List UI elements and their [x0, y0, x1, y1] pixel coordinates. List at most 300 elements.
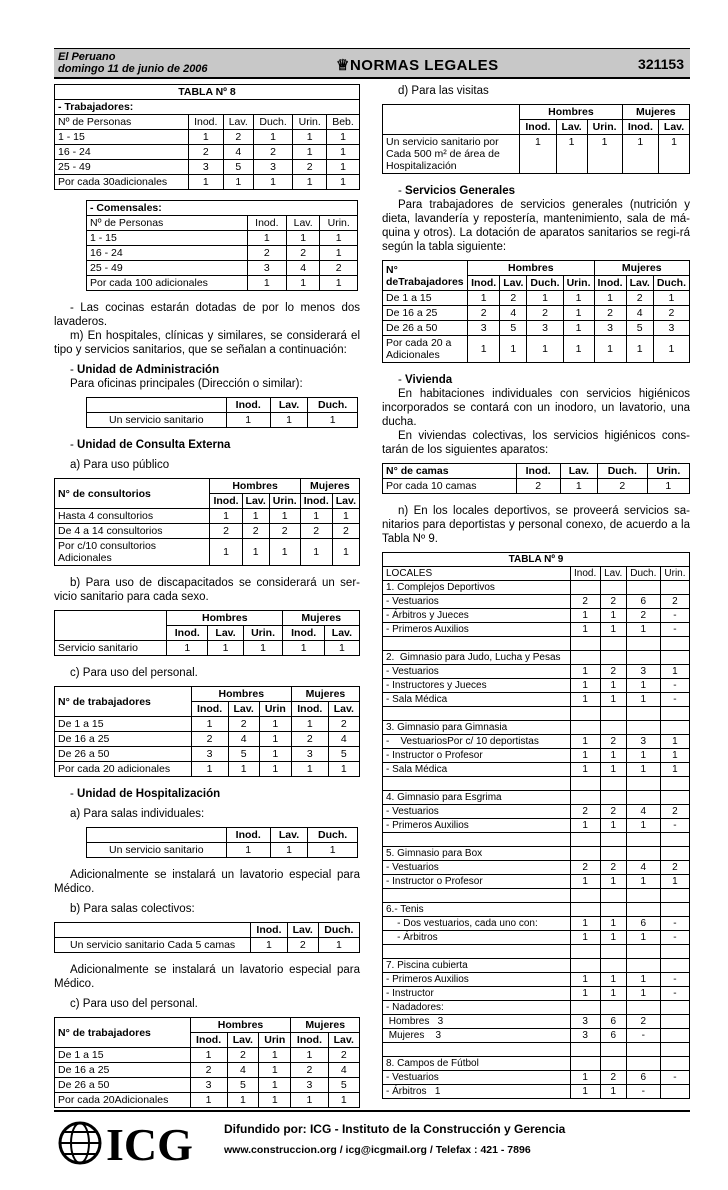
table-row: [55, 160, 360, 175]
table-cell: - VestuariosPor c/ 10 deportistas: [383, 735, 571, 749]
table-row: [383, 917, 690, 931]
table-cell: 1: [600, 917, 626, 931]
visitas-label-line: Hospitalización: [386, 160, 457, 172]
table-row: [55, 687, 360, 702]
table-cell: De 4 a 14 consultorios: [55, 524, 210, 539]
table-cell: 3: [247, 261, 286, 276]
table-cell: 3. Gimnasio para Gimnasia: [383, 721, 571, 735]
table-cell: 4: [626, 861, 660, 875]
table-cell: 1: [327, 130, 360, 145]
table-cell: Hombres: [167, 611, 283, 626]
table-cell: 2: [527, 306, 563, 321]
table-cell: Mujeres: [300, 479, 359, 494]
table-cell: 1: [560, 479, 597, 494]
table-cell: [600, 889, 626, 903]
table-cell: Lav.: [286, 216, 320, 231]
table-cell: 1: [626, 973, 660, 987]
table-cell: - Vestuarios: [383, 665, 571, 679]
section-title: [336, 56, 499, 74]
table-cell: Duch.: [597, 464, 647, 479]
table-row: [383, 261, 690, 276]
table-cell: Inod.: [570, 567, 600, 581]
table-cell: 1: [570, 749, 600, 763]
table-cell: [600, 847, 626, 861]
table-cell: 1: [291, 762, 328, 777]
table-cell: Inod.: [210, 494, 242, 509]
table-row: [87, 261, 358, 276]
table-cell: [660, 903, 689, 917]
visitas-label-line: Un servicio sanitario por: [386, 136, 499, 148]
table-cell: 7. Piscina cubierta: [383, 959, 571, 973]
text-locales-deportivos: n) En los locales deportivos, se proveerá servicios sa-nitarios para deportistas y personal conexo, de acuerdo a la Tabla Nº 9.: [382, 505, 690, 545]
paragraph-hospitales: m) En hospitales, clínicas y similares, se considerará el tipo y servicios sanitarios, que se señalan a continuación:: [54, 330, 360, 356]
table-cell: Lav.: [223, 115, 253, 130]
table-cell: 2: [600, 805, 626, 819]
table-cell: [600, 791, 626, 805]
table-cell: 1: [570, 1085, 600, 1099]
table-row: [87, 276, 358, 291]
table-cell: - Árbitros y Jueces: [383, 609, 571, 623]
table-cell: Lav.: [328, 702, 359, 717]
table-cell: 1: [660, 763, 689, 777]
table-cell: Inod.: [251, 923, 288, 938]
table-cell: Lav.: [227, 1033, 258, 1048]
table-cell: 1: [247, 276, 286, 291]
table-cell: - Vestuarios: [383, 861, 571, 875]
table-row: [383, 105, 690, 120]
table-cell: 1: [563, 336, 594, 363]
table-cell: 1: [223, 175, 253, 190]
table-cell: 1: [570, 917, 600, 931]
table-row: [383, 763, 690, 777]
table-cell: [626, 777, 660, 791]
text-visitas: d) Para las visitas: [398, 85, 489, 97]
table-cell: [570, 707, 600, 721]
table-cell: 2: [600, 735, 626, 749]
table-cell: 1: [324, 641, 359, 656]
table-cell: [660, 1029, 689, 1043]
table-cell: 2: [594, 306, 626, 321]
table-cell: 1: [210, 539, 242, 566]
table-cell: 2: [328, 717, 359, 732]
table-cell: 1: [556, 135, 587, 174]
table-cell: [570, 833, 600, 847]
table-cell: 1: [190, 1093, 227, 1108]
table-cell: [626, 1001, 660, 1015]
table-cell: De 26 a 50: [55, 747, 192, 762]
table-cell: Inod.: [226, 398, 270, 413]
table-cell: [570, 777, 600, 791]
table-cell: [570, 945, 600, 959]
table-cell: [600, 903, 626, 917]
table-cell: 16 - 24: [55, 145, 189, 160]
hospitalizacion-title: Unidad de Hospitalización: [77, 788, 221, 800]
table-cell: 1: [570, 819, 600, 833]
administracion-table: [86, 397, 358, 428]
table-cell: 2: [600, 1071, 626, 1085]
table-cell: [600, 581, 626, 595]
table-cell: 2: [287, 938, 318, 953]
table-cell: -: [660, 1071, 689, 1085]
table-cell: 1: [243, 641, 283, 656]
table-cell: [383, 889, 571, 903]
table-cell: 1: [570, 875, 600, 889]
table-cell: 3: [253, 160, 293, 175]
table-cell: Inod.: [191, 702, 228, 717]
table-cell: 1: [291, 1048, 328, 1063]
table-cell: Urin: [259, 1033, 291, 1048]
text-vivienda-1: En habitaciones individuales con servicios higiénicos incorporados se contará con un inodoro, un lavatorio, una ducha.: [382, 388, 690, 428]
table-cell: [660, 777, 689, 791]
table-cell: Urin.: [587, 120, 622, 135]
table-cell: Inod.: [622, 120, 658, 135]
table-cell: 1 - 15: [87, 231, 248, 246]
table-cell: Inod.: [188, 115, 223, 130]
table-cell: Inod.: [468, 276, 500, 291]
table-cell: 1: [283, 641, 324, 656]
table-cell: - Instructor: [383, 987, 571, 1001]
table-cell: [570, 637, 600, 651]
table-cell: De 26 a 50: [55, 1078, 191, 1093]
table-cell: -: [660, 609, 689, 623]
table-row: [383, 973, 690, 987]
table-cell: 1: [188, 130, 223, 145]
table-cell: 1: [227, 1093, 258, 1108]
table-row: [55, 479, 360, 494]
table-row: [383, 903, 690, 917]
table-cell: [600, 945, 626, 959]
table-cell: Urin.: [660, 567, 689, 581]
table-cell: 25 - 49: [87, 261, 248, 276]
table-row: [383, 987, 690, 1001]
table-cell: 1: [587, 135, 622, 174]
table-cell: [600, 721, 626, 735]
table-cell: Lav.: [287, 923, 318, 938]
table-cell: 2: [570, 595, 600, 609]
table-cell: 2: [600, 665, 626, 679]
heading-vivienda: - Vivienda: [398, 374, 453, 386]
table-cell: 1: [660, 749, 689, 763]
table-cell: [570, 721, 600, 735]
heading-servicios-generales: - Servicios Generales: [398, 185, 515, 197]
table-cell: 1: [570, 973, 600, 987]
table-cell: [626, 581, 660, 595]
table-cell: 2. Gimnasio para Judo, Lucha y Pesas: [383, 651, 571, 665]
table-cell: 2: [210, 524, 242, 539]
table-cell: Duch.: [527, 276, 563, 291]
table-cell: 1: [210, 509, 242, 524]
table-cell: 1: [328, 762, 359, 777]
table-cell: 1: [259, 1048, 291, 1063]
table-row: [55, 539, 360, 566]
text-uso-personal-2: c) Para uso del personal.: [70, 998, 198, 1010]
table-cell: Duch.: [653, 276, 689, 291]
table-cell: Servicio sanitario: [55, 641, 167, 656]
table-row: [383, 595, 690, 609]
table-cell: 2: [626, 291, 653, 306]
personal-2-table: [54, 1017, 360, 1108]
table-cell: De 16 a 25: [383, 306, 468, 321]
table-cell: 1: [191, 762, 228, 777]
table-row: [55, 1093, 360, 1108]
table-row: [383, 464, 690, 479]
table-cell: 6: [600, 1029, 626, 1043]
table-row: [55, 717, 360, 732]
table-row: [55, 175, 360, 190]
table-cell: Hombres: [191, 687, 291, 702]
table-cell: 3: [570, 1029, 600, 1043]
table-cell: [626, 945, 660, 959]
table-cell: - Instructor o Profesor: [383, 749, 571, 763]
table-cell: 2: [247, 246, 286, 261]
table-row: [55, 115, 360, 130]
table-cell: 1: [253, 130, 293, 145]
table-row: [87, 246, 358, 261]
table-cell: 3: [191, 747, 228, 762]
table-cell: 1: [600, 679, 626, 693]
table-cell: Inod.: [300, 494, 332, 509]
table-cell: 1: [332, 539, 359, 566]
table-cell: [570, 1001, 600, 1015]
table-cell: 1: [320, 231, 358, 246]
table-cell: 1: [242, 509, 269, 524]
table-cell: [383, 945, 571, 959]
table-cell: Lav.: [328, 1033, 360, 1048]
table-cell: 5. Gimnasio para Box: [383, 847, 571, 861]
table-cell: 4: [223, 145, 253, 160]
table-cell: 1: [570, 987, 600, 1001]
table-cell: 1: [626, 623, 660, 637]
table-cell: [626, 889, 660, 903]
table-cell: Lav.: [500, 276, 527, 291]
table-cell: -: [626, 1029, 660, 1043]
table-cell: 1: [570, 735, 600, 749]
table-cell: Inod.: [190, 1033, 227, 1048]
table-cell: - Instructores y Jueces: [383, 679, 571, 693]
table-row: [383, 889, 690, 903]
table-cell: [660, 889, 689, 903]
table-cell: [660, 959, 689, 973]
table-cell: Lav.: [600, 567, 626, 581]
table-cell: 1: [660, 735, 689, 749]
table-cell: N° de consultorios: [55, 479, 210, 509]
table-cell: [660, 1043, 689, 1057]
table-cell: -: [626, 1085, 660, 1099]
table-cell: [626, 1057, 660, 1071]
table-cell: 1: [320, 246, 358, 261]
table-cell: Urin.: [320, 216, 358, 231]
table-cell: Nº de Personas: [87, 216, 248, 231]
table-cell: 3: [190, 1078, 227, 1093]
section-label: NORMAS LEGALES: [349, 57, 499, 74]
table-cell: 3: [570, 1015, 600, 1029]
table-row: [55, 130, 360, 145]
consulta-externa-title: Unidad de Consulta Externa: [77, 439, 231, 451]
visitas-label: [383, 135, 520, 174]
consultorios-table: [54, 478, 360, 566]
table-cell: 2: [227, 1048, 258, 1063]
table-cell: 1: [600, 623, 626, 637]
table-row: [383, 679, 690, 693]
page-header: [54, 48, 690, 79]
table-row: [383, 1029, 690, 1043]
discapacitados-table: [54, 610, 360, 656]
table-cell: [626, 721, 660, 735]
table-row: [383, 581, 690, 595]
table-row: [383, 707, 690, 721]
table-cell: - Primeros Auxilios: [383, 819, 571, 833]
table-cell: 1: [308, 843, 358, 858]
table-cell: 1: [570, 665, 600, 679]
table-cell: [626, 637, 660, 651]
table-cell: [660, 945, 689, 959]
table-cell: 1. Complejos Deportivos: [383, 581, 571, 595]
table-8-title: TABLA Nº 8: [55, 85, 360, 100]
table-cell: Lav.: [270, 398, 307, 413]
table-cell: 1: [660, 665, 689, 679]
table-cell: Por cada 20Adicionales: [55, 1093, 191, 1108]
table-cell: [383, 707, 571, 721]
table-cell: 4: [227, 1063, 258, 1078]
table-cell: Hombres 3: [383, 1015, 571, 1029]
table-cell: - Primeros Auxilios: [383, 973, 571, 987]
table-cell: 2: [660, 861, 689, 875]
table-cell: 1: [570, 1071, 600, 1085]
table-cell: 3: [291, 1078, 328, 1093]
table-cell: 5: [228, 747, 259, 762]
table-cell: - Árbitros 1: [383, 1085, 571, 1099]
table-cell: [87, 828, 227, 843]
table-cell: 2: [332, 524, 359, 539]
table-cell: Por c/10 consultorios Adicionales: [55, 539, 210, 566]
table-cell: 2: [291, 732, 328, 747]
table-cell: 1: [291, 1093, 328, 1108]
table-cell: 1: [293, 130, 327, 145]
table-cell: 1: [318, 938, 359, 953]
table-cell: Un servicio sanitario: [87, 413, 227, 428]
table-cell: [383, 105, 520, 135]
table-cell: [660, 1001, 689, 1015]
publication-name: El Peruano: [58, 51, 116, 63]
table-cell: 1: [259, 1063, 291, 1078]
table-cell: 1: [653, 291, 689, 306]
publication-date: domingo 11 de junio de 2006: [58, 63, 208, 75]
table-row: [383, 805, 690, 819]
header-publication: [58, 51, 208, 75]
table-cell: Hombres: [190, 1018, 291, 1033]
table-cell: 1: [253, 175, 293, 190]
table-cell: 1: [626, 336, 653, 363]
table-cell: 1: [626, 679, 660, 693]
table-cell: 1: [300, 509, 332, 524]
text-uso-personal: c) Para uso del personal.: [70, 667, 198, 679]
table-row: [55, 145, 360, 160]
table-cell: 1: [332, 509, 359, 524]
table-cell: 1: [191, 717, 228, 732]
page-number: 321153: [638, 56, 684, 72]
table-cell: 1: [270, 843, 307, 858]
table-cell: 1: [251, 938, 288, 953]
table-cell: [600, 637, 626, 651]
table-row: [383, 749, 690, 763]
table-cell: [660, 721, 689, 735]
table-cell: De 16 a 25: [55, 732, 192, 747]
table-row: [383, 567, 690, 581]
table-cell: [660, 637, 689, 651]
table-cell: 2: [191, 732, 228, 747]
table-cell: 1: [208, 641, 243, 656]
table-cell: 3: [188, 160, 223, 175]
table-cell: [626, 959, 660, 973]
table-cell: Por cada 30adicionales: [55, 175, 189, 190]
table-cell: 2: [291, 1063, 328, 1078]
table-cell: 1: [188, 175, 223, 190]
table-cell: Urin.: [647, 464, 689, 479]
table-row: [383, 1043, 690, 1057]
table-cell: 1: [563, 321, 594, 336]
table-9-title: TABLA Nº 9: [383, 553, 690, 567]
right-column: [382, 84, 690, 1099]
text-vivienda-2: En viviendas colectivas, los servicios higiénicos cons-tarán de los siguientes aparatos:: [382, 430, 690, 456]
table-cell: -: [660, 973, 689, 987]
table-cell: 2: [188, 145, 223, 160]
table-cell: 1: [647, 479, 689, 494]
table-cell: 1: [468, 291, 500, 306]
table-cell: 1: [622, 135, 658, 174]
table-row: [383, 721, 690, 735]
table-cell: 2: [468, 306, 500, 321]
table-cell: 2: [626, 1015, 660, 1029]
table-cell: Duch.: [318, 923, 359, 938]
table-cell: [383, 777, 571, 791]
table-cell: 5: [227, 1078, 258, 1093]
table-cell: [600, 1001, 626, 1015]
table-cell: 1: [291, 717, 328, 732]
table-cell: Por cada 20 adicionales: [55, 762, 192, 777]
table-cell: [600, 833, 626, 847]
table-cell: 2: [653, 306, 689, 321]
table-cell: De 16 a 25: [55, 1063, 191, 1078]
table-row: [383, 1085, 690, 1099]
table-cell: - Instructor o Profesor: [383, 875, 571, 889]
table-cell: 6: [600, 1015, 626, 1029]
table-cell: - Dos vestuarios, cada uno con:: [383, 917, 571, 931]
heading-consulta-externa: - Unidad de Consulta Externa: [70, 439, 231, 451]
table-cell: 8. Campos de Fútbol: [383, 1057, 571, 1071]
table-cell: 1: [563, 291, 594, 306]
table-cell: Mujeres: [291, 687, 359, 702]
table-cell: 1: [259, 762, 291, 777]
table-cell: -: [660, 819, 689, 833]
table-row: [55, 611, 360, 626]
table-row: [383, 135, 690, 174]
table-row: [383, 861, 690, 875]
table-row: [55, 938, 360, 953]
table-cell: Lav.: [556, 120, 587, 135]
table-cell: Lav.: [208, 626, 243, 641]
text-administracion: Para oficinas principales (Dirección o similar):: [70, 378, 303, 390]
table-cell: Hombres: [520, 105, 622, 120]
table-cell: N° deTrabajadores: [383, 261, 468, 291]
table-cell: Lav.: [560, 464, 597, 479]
table-row: [383, 1057, 690, 1071]
table-cell: Lav.: [324, 626, 359, 641]
table-cell: 1: [626, 749, 660, 763]
servicios-generales-title: Servicios Generales: [405, 185, 515, 197]
salas-colectivos-table: [54, 922, 360, 953]
table-cell: 3: [468, 321, 500, 336]
table-cell: Inod.: [594, 276, 626, 291]
